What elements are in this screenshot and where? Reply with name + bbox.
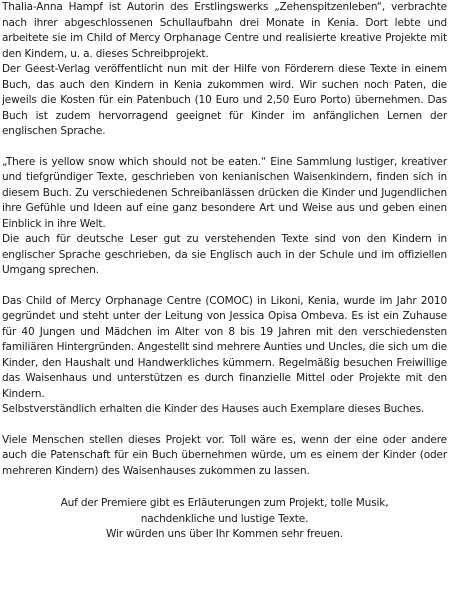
closing-line: nachdenkliche und lustige Texte.: [140, 512, 309, 525]
paragraph-orphanage-description: Das Child of Mercy Orphanage Centre (COMOC) in Likoni, Kenia, wurde im Jahr 2010 gegründet und steht unter der Leitung von Jessica Opisa Ombeva. Es ist ein Zuhause für 40 Jungen und Mädchen im Alter von 8 bis 19 Jahren mit den verschiedensten familiären Hintergründen. Angestellt sind mehrere Aunties und Uncles, die sich um die Kinder, den Haushalt und Handwerkliches kümmern. Regelmäßig besuchen Freiwillige das Waisenhaus und unterstützen es durch finanzielle Mittel oder Projekte mit den Kindern.: [2, 294, 447, 400]
closing-invitation: [2, 496, 447, 543]
paragraph-gap: [2, 418, 447, 433]
paragraph-gap: [2, 279, 447, 294]
paragraph-children-copies: Selbstverständlich erhalten die Kinder des Hauses auch Exemplare dieses Buches.: [2, 403, 425, 415]
paragraph-publisher-sponsors: Der Geest-Verlag veröffentlicht nun mit der Hilfe von Förderern diese Texte in einem Buch, das auch den Kindern in Kenia zukommen wird. Wir suchen noch Paten, die jeweils die Kosten für ein Patenbuch (10 Euro und 2,50 Euro Porto) übernehmen. Das Buch ist zudem hervorragend geeignet für Kinder im anfänglichen Lernen der englischen Sprache.: [2, 63, 447, 137]
paragraph-gap: [2, 479, 447, 494]
paragraph-gap: [2, 140, 447, 155]
paragraph-author-intro: Thalia-Anna Hampf ist Autorin des Erstlingswerks „Zehenspitzenleben“, verbrachte nach ihrer abgeschlossenen Schullaufbahn drei Monate in Kenia. Dort lebte und arbeitete sie im Child of Mercy Orphanage Centre und realisierte kreative Projekte mit den Kindern, u. a. dieses Schreibprojekt.: [2, 1, 447, 60]
paragraph-sponsorship-call: Viele Menschen stellen dieses Projekt vor. Toll wäre es, wenn der eine oder andere auch die Patenschaft für ein Buch übernehmen würde, um es einem der Kinder (oder mehreren Kindern) des Waisenhauses zukommen zu lassen.: [2, 433, 447, 477]
closing-line: Auf der Premiere gibt es Erläuterungen zum Projekt, tolle Musik,: [60, 497, 389, 509]
closing-line: Wir würden uns über Ihr Kommen sehr freuen.: [105, 528, 343, 540]
paragraph-book-description: „There is yellow snow which should not be eaten.“ Eine Sammlung lustiger, kreativer und tiefgründiger Texte, geschrieben von kenianischen Waisenkindern, finden sich in diesem Buch. Zu verschiedenen Schreibanlässen drücken die Kinder und Jugendlichen ihre Gefühle und Ideen auf eine ganz besondere Art und Weise aus und geben einen Einblick in ihre Welt.: [2, 155, 447, 230]
paragraph-language-note: Die auch für deutsche Leser gut zu verstehenden Texte sind von den Kindern in englischer Sprache geschrieben, da sie Englisch auch in der Schule und im offiziellen Umgang sprechen.: [2, 233, 447, 276]
